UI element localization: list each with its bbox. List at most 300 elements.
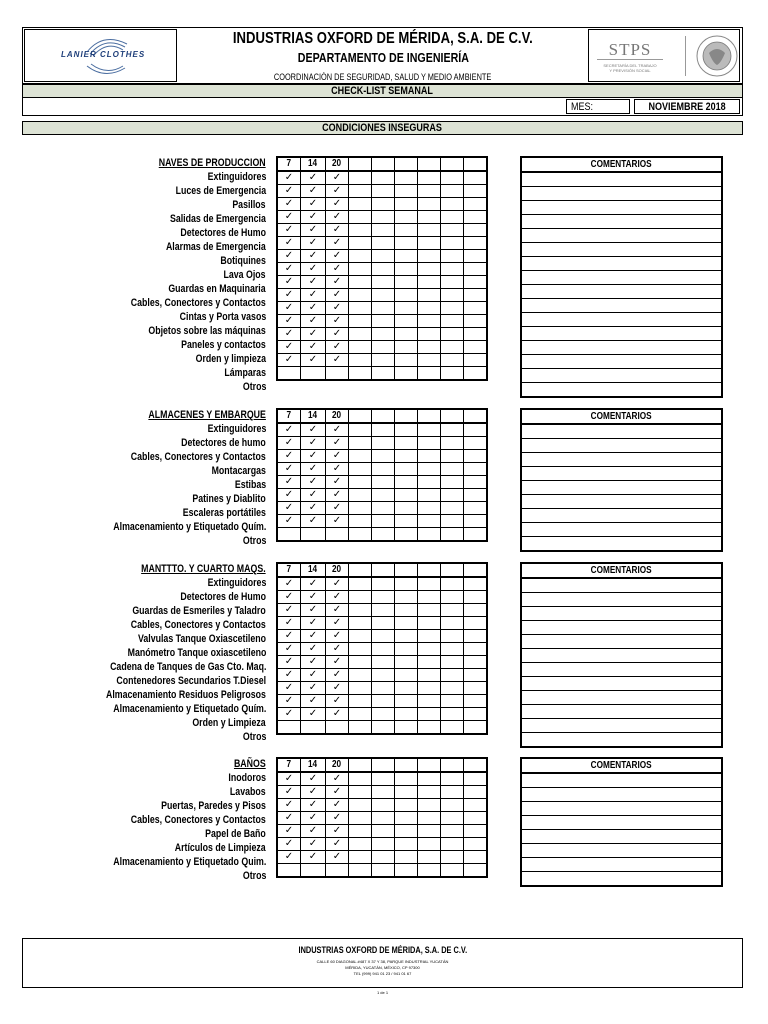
check-mark-icon[interactable]: ✓ [301,463,326,476]
check-cell[interactable] [372,721,395,735]
comment-cell[interactable] [521,453,722,467]
check-mark-icon[interactable]: ✓ [277,695,301,708]
check-cell[interactable] [441,437,464,450]
check-cell[interactable] [418,423,441,437]
check-cell[interactable] [395,630,418,643]
check-cell[interactable] [349,289,372,302]
check-cell[interactable] [441,302,464,315]
check-cell[interactable] [464,838,488,851]
comment-cell[interactable] [521,172,722,187]
check-cell[interactable] [372,437,395,450]
check-cell[interactable] [464,463,488,476]
check-cell[interactable] [418,577,441,591]
check-cell[interactable] [349,772,372,786]
check-cell[interactable] [418,695,441,708]
comment-cell[interactable] [521,816,722,830]
comment-cell[interactable] [521,467,722,481]
check-cell[interactable] [301,528,326,542]
check-cell[interactable] [395,812,418,825]
check-mark-icon[interactable]: ✓ [301,211,326,224]
check-cell[interactable] [349,786,372,799]
check-cell[interactable] [349,721,372,735]
comment-cell[interactable] [521,523,722,537]
check-mark-icon[interactable]: ✓ [301,263,326,276]
check-cell[interactable] [464,302,488,315]
check-mark-icon[interactable]: ✓ [277,656,301,669]
check-cell[interactable] [372,786,395,799]
check-mark-icon[interactable]: ✓ [301,838,326,851]
check-cell[interactable] [464,276,488,289]
check-cell[interactable] [441,695,464,708]
check-cell[interactable] [372,617,395,630]
check-cell[interactable] [441,825,464,838]
check-cell[interactable] [464,502,488,515]
check-mark-icon[interactable]: ✓ [277,489,301,502]
check-cell[interactable] [418,450,441,463]
check-mark-icon[interactable]: ✓ [326,838,349,851]
check-cell[interactable] [372,682,395,695]
comment-cell[interactable] [521,201,722,215]
check-mark-icon[interactable]: ✓ [301,302,326,315]
check-cell[interactable] [349,354,372,367]
check-cell[interactable] [349,528,372,542]
check-mark-icon[interactable]: ✓ [277,315,301,328]
check-cell[interactable] [372,502,395,515]
month-value[interactable]: NOVIEMBRE 2018 [634,99,740,114]
check-cell[interactable] [418,367,441,381]
check-mark-icon[interactable]: ✓ [301,786,326,799]
check-cell[interactable] [464,643,488,656]
check-cell[interactable] [418,185,441,198]
check-cell[interactable] [418,237,441,250]
check-cell[interactable] [441,643,464,656]
check-cell[interactable] [441,276,464,289]
comment-cell[interactable] [521,509,722,523]
check-mark-icon[interactable]: ✓ [277,237,301,250]
check-mark-icon[interactable]: ✓ [277,450,301,463]
check-mark-icon[interactable]: ✓ [326,328,349,341]
check-cell[interactable] [349,423,372,437]
check-cell[interactable] [464,489,488,502]
check-mark-icon[interactable]: ✓ [326,786,349,799]
check-cell[interactable] [372,315,395,328]
check-cell[interactable] [441,669,464,682]
check-mark-icon[interactable]: ✓ [326,577,349,591]
check-cell[interactable] [464,289,488,302]
check-cell[interactable] [441,864,464,878]
check-cell[interactable] [395,171,418,185]
check-cell[interactable] [349,476,372,489]
check-cell[interactable] [349,450,372,463]
check-cell[interactable] [277,367,301,381]
check-cell[interactable] [464,708,488,721]
check-mark-icon[interactable]: ✓ [301,515,326,528]
check-mark-icon[interactable]: ✓ [301,617,326,630]
check-cell[interactable] [418,682,441,695]
check-cell[interactable] [349,695,372,708]
check-mark-icon[interactable]: ✓ [301,185,326,198]
check-cell[interactable] [418,289,441,302]
check-mark-icon[interactable]: ✓ [277,423,301,437]
check-cell[interactable] [372,656,395,669]
comment-cell[interactable] [521,719,722,733]
check-cell[interactable] [464,450,488,463]
check-cell[interactable] [372,812,395,825]
check-cell[interactable] [349,502,372,515]
check-cell[interactable] [395,528,418,542]
comment-cell[interactable] [521,439,722,453]
check-cell[interactable] [395,367,418,381]
check-cell[interactable] [372,367,395,381]
comment-cell[interactable] [521,369,722,383]
check-cell[interactable] [464,250,488,263]
check-cell[interactable] [395,604,418,617]
check-cell[interactable] [395,489,418,502]
check-cell[interactable] [395,263,418,276]
check-cell[interactable] [372,263,395,276]
check-mark-icon[interactable]: ✓ [301,437,326,450]
check-mark-icon[interactable]: ✓ [326,315,349,328]
check-cell[interactable] [395,198,418,211]
check-mark-icon[interactable]: ✓ [301,851,326,864]
comment-cell[interactable] [521,313,722,327]
check-cell[interactable] [395,341,418,354]
check-cell[interactable] [418,825,441,838]
check-cell[interactable] [372,864,395,878]
check-cell[interactable] [372,669,395,682]
check-mark-icon[interactable]: ✓ [277,463,301,476]
check-mark-icon[interactable]: ✓ [326,708,349,721]
check-cell[interactable] [464,437,488,450]
check-cell[interactable] [372,528,395,542]
check-cell[interactable] [277,864,301,878]
comment-cell[interactable] [521,341,722,355]
check-cell[interactable] [372,695,395,708]
check-cell[interactable] [349,630,372,643]
check-cell[interactable] [464,423,488,437]
check-cell[interactable] [372,450,395,463]
check-cell[interactable] [418,198,441,211]
check-cell[interactable] [441,721,464,735]
check-cell[interactable] [464,864,488,878]
check-cell[interactable] [418,786,441,799]
check-cell[interactable] [441,577,464,591]
comment-cell[interactable] [521,830,722,844]
check-cell[interactable] [418,263,441,276]
check-cell[interactable] [418,224,441,237]
check-cell[interactable] [464,515,488,528]
check-mark-icon[interactable]: ✓ [277,643,301,656]
check-cell[interactable] [441,799,464,812]
check-cell[interactable] [395,772,418,786]
check-cell[interactable] [349,851,372,864]
check-mark-icon[interactable]: ✓ [326,515,349,528]
check-cell[interactable] [464,315,488,328]
check-cell[interactable] [441,838,464,851]
check-cell[interactable] [349,489,372,502]
check-cell[interactable] [395,851,418,864]
check-cell[interactable] [441,211,464,224]
check-mark-icon[interactable]: ✓ [326,630,349,643]
check-cell[interactable] [372,591,395,604]
check-mark-icon[interactable]: ✓ [301,708,326,721]
check-cell[interactable] [349,328,372,341]
check-cell[interactable] [418,463,441,476]
check-mark-icon[interactable]: ✓ [277,341,301,354]
check-cell[interactable] [441,289,464,302]
check-mark-icon[interactable]: ✓ [277,354,301,367]
check-cell[interactable] [395,708,418,721]
check-cell[interactable] [441,198,464,211]
check-cell[interactable] [441,450,464,463]
check-cell[interactable] [464,656,488,669]
check-cell[interactable] [395,786,418,799]
check-mark-icon[interactable]: ✓ [277,328,301,341]
check-cell[interactable] [418,302,441,315]
check-cell[interactable] [395,224,418,237]
check-mark-icon[interactable]: ✓ [326,851,349,864]
check-cell[interactable] [464,682,488,695]
check-cell[interactable] [464,224,488,237]
check-cell[interactable] [349,577,372,591]
comment-cell[interactable] [521,677,722,691]
comment-cell[interactable] [521,593,722,607]
check-cell[interactable] [418,604,441,617]
comment-cell[interactable] [521,802,722,816]
check-cell[interactable] [349,211,372,224]
check-cell[interactable] [418,315,441,328]
check-cell[interactable] [372,276,395,289]
comment-cell[interactable] [521,495,722,509]
comment-cell[interactable] [521,578,722,593]
check-cell[interactable] [464,812,488,825]
check-cell[interactable] [395,302,418,315]
comment-cell[interactable] [521,355,722,369]
check-cell[interactable] [326,864,349,878]
check-cell[interactable] [326,367,349,381]
check-cell[interactable] [372,772,395,786]
check-cell[interactable] [441,630,464,643]
check-mark-icon[interactable]: ✓ [326,604,349,617]
check-mark-icon[interactable]: ✓ [326,617,349,630]
check-cell[interactable] [464,185,488,198]
check-cell[interactable] [441,463,464,476]
check-mark-icon[interactable]: ✓ [277,825,301,838]
check-cell[interactable] [372,799,395,812]
comment-cell[interactable] [521,257,722,271]
check-cell[interactable] [372,198,395,211]
comment-cell[interactable] [521,649,722,663]
check-mark-icon[interactable]: ✓ [301,328,326,341]
check-mark-icon[interactable]: ✓ [277,502,301,515]
check-cell[interactable] [418,864,441,878]
check-mark-icon[interactable]: ✓ [277,591,301,604]
check-cell[interactable] [349,302,372,315]
check-cell[interactable] [395,838,418,851]
check-mark-icon[interactable]: ✓ [301,630,326,643]
comment-cell[interactable] [521,858,722,872]
check-cell[interactable] [395,643,418,656]
check-cell[interactable] [395,669,418,682]
check-cell[interactable] [395,825,418,838]
check-cell[interactable] [441,237,464,250]
check-mark-icon[interactable]: ✓ [301,423,326,437]
check-cell[interactable] [418,799,441,812]
check-cell[interactable] [277,721,301,735]
check-cell[interactable] [441,656,464,669]
check-cell[interactable] [372,171,395,185]
check-cell[interactable] [441,515,464,528]
check-mark-icon[interactable]: ✓ [301,198,326,211]
comment-cell[interactable] [521,872,722,887]
comment-cell[interactable] [521,788,722,802]
check-cell[interactable] [349,864,372,878]
check-cell[interactable] [395,864,418,878]
check-cell[interactable] [464,669,488,682]
check-cell[interactable] [418,838,441,851]
check-cell[interactable] [441,423,464,437]
check-mark-icon[interactable]: ✓ [326,502,349,515]
check-cell[interactable] [418,708,441,721]
check-cell[interactable] [418,851,441,864]
check-mark-icon[interactable]: ✓ [326,354,349,367]
check-cell[interactable] [464,786,488,799]
check-mark-icon[interactable]: ✓ [277,224,301,237]
check-cell[interactable] [395,476,418,489]
check-cell[interactable] [464,354,488,367]
check-cell[interactable] [418,437,441,450]
check-cell[interactable] [372,423,395,437]
check-mark-icon[interactable]: ✓ [277,515,301,528]
check-mark-icon[interactable]: ✓ [326,643,349,656]
check-cell[interactable] [301,367,326,381]
check-cell[interactable] [441,250,464,263]
check-mark-icon[interactable]: ✓ [301,591,326,604]
check-cell[interactable] [464,341,488,354]
comment-cell[interactable] [521,299,722,313]
comment-cell[interactable] [521,705,722,719]
check-cell[interactable] [349,838,372,851]
check-cell[interactable] [372,825,395,838]
check-mark-icon[interactable]: ✓ [277,838,301,851]
check-cell[interactable] [349,171,372,185]
comment-cell[interactable] [521,663,722,677]
check-cell[interactable] [395,237,418,250]
check-cell[interactable] [395,354,418,367]
check-mark-icon[interactable]: ✓ [326,669,349,682]
check-cell[interactable] [349,250,372,263]
check-cell[interactable] [277,528,301,542]
comment-cell[interactable] [521,635,722,649]
check-cell[interactable] [395,328,418,341]
check-mark-icon[interactable]: ✓ [326,276,349,289]
check-mark-icon[interactable]: ✓ [326,772,349,786]
check-cell[interactable] [418,591,441,604]
check-cell[interactable] [441,851,464,864]
check-cell[interactable] [395,591,418,604]
check-cell[interactable] [418,643,441,656]
check-cell[interactable] [395,211,418,224]
comment-cell[interactable] [521,537,722,552]
check-mark-icon[interactable]: ✓ [277,276,301,289]
check-cell[interactable] [349,604,372,617]
check-cell[interactable] [441,341,464,354]
check-mark-icon[interactable]: ✓ [277,630,301,643]
check-cell[interactable] [418,250,441,263]
check-cell[interactable] [464,772,488,786]
check-cell[interactable] [441,315,464,328]
check-cell[interactable] [418,528,441,542]
check-cell[interactable] [395,276,418,289]
check-cell[interactable] [395,250,418,263]
comment-cell[interactable] [521,243,722,257]
check-mark-icon[interactable]: ✓ [277,198,301,211]
check-mark-icon[interactable]: ✓ [277,786,301,799]
comment-cell[interactable] [521,424,722,439]
check-mark-icon[interactable]: ✓ [326,185,349,198]
check-mark-icon[interactable]: ✓ [277,617,301,630]
check-cell[interactable] [372,185,395,198]
check-cell[interactable] [395,437,418,450]
check-mark-icon[interactable]: ✓ [301,682,326,695]
check-cell[interactable] [349,617,372,630]
check-cell[interactable] [349,237,372,250]
check-mark-icon[interactable]: ✓ [277,799,301,812]
check-cell[interactable] [349,315,372,328]
check-mark-icon[interactable]: ✓ [326,812,349,825]
check-mark-icon[interactable]: ✓ [301,276,326,289]
check-cell[interactable] [372,250,395,263]
check-cell[interactable] [418,171,441,185]
check-cell[interactable] [349,185,372,198]
check-cell[interactable] [349,682,372,695]
check-mark-icon[interactable]: ✓ [301,250,326,263]
check-mark-icon[interactable]: ✓ [301,799,326,812]
check-mark-icon[interactable]: ✓ [277,851,301,864]
check-mark-icon[interactable]: ✓ [277,185,301,198]
check-cell[interactable] [441,367,464,381]
check-mark-icon[interactable]: ✓ [277,289,301,302]
check-mark-icon[interactable]: ✓ [277,263,301,276]
check-mark-icon[interactable]: ✓ [326,211,349,224]
check-cell[interactable] [372,643,395,656]
check-cell[interactable] [464,198,488,211]
check-mark-icon[interactable]: ✓ [301,489,326,502]
check-mark-icon[interactable]: ✓ [301,695,326,708]
check-mark-icon[interactable]: ✓ [301,825,326,838]
check-cell[interactable] [441,772,464,786]
comment-cell[interactable] [521,187,722,201]
check-mark-icon[interactable]: ✓ [277,250,301,263]
check-cell[interactable] [349,276,372,289]
check-cell[interactable] [441,502,464,515]
check-mark-icon[interactable]: ✓ [277,772,301,786]
check-cell[interactable] [349,812,372,825]
check-mark-icon[interactable]: ✓ [277,476,301,489]
check-mark-icon[interactable]: ✓ [277,302,301,315]
check-cell[interactable] [349,341,372,354]
check-cell[interactable] [349,198,372,211]
check-mark-icon[interactable]: ✓ [326,250,349,263]
check-cell[interactable] [372,604,395,617]
check-cell[interactable] [395,721,418,735]
check-cell[interactable] [372,354,395,367]
check-cell[interactable] [418,515,441,528]
check-cell[interactable] [395,515,418,528]
comment-cell[interactable] [521,691,722,705]
check-mark-icon[interactable]: ✓ [326,825,349,838]
check-cell[interactable] [418,721,441,735]
